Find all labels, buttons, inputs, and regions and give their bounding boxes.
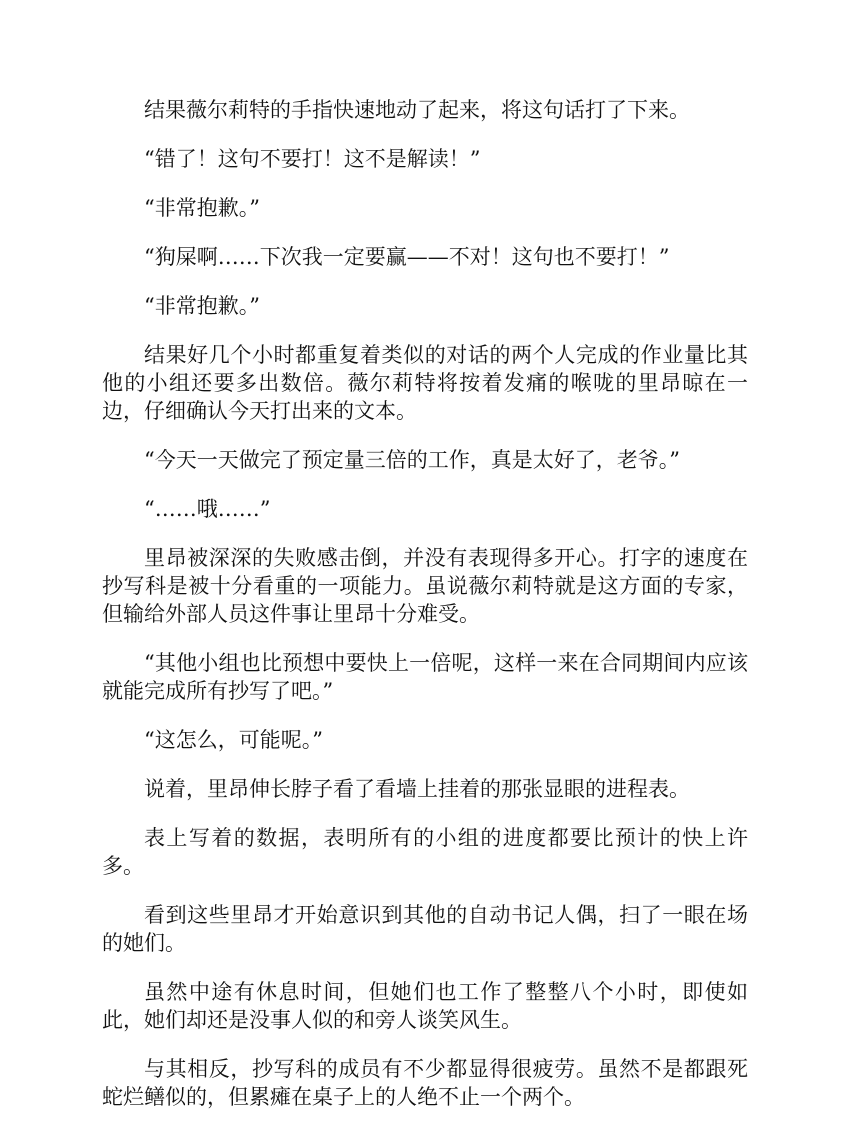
paragraph: “非常抱歉。”	[144, 196, 260, 220]
paragraph: “错了！这句不要打！这不是解读！”	[144, 147, 481, 171]
paragraph: “这怎么，可能呢。”	[144, 728, 323, 752]
paragraph: “狗屎啊……下次我一定要赢——不对！这句也不要打！”	[144, 245, 670, 269]
paragraph: 里昂被深深的失败感击倒，并没有表现得多开心。打字的速度在抄写科是被十分看重的一项能力。虽说薇尔莉特就是这方面的专家，但输给外部人员这件事让里昂十分难受。	[102, 546, 748, 626]
document-page	[102, 96, 748, 1132]
paragraph: 看到这些里昂才开始意识到其他的自动书记人偶，扫了一眼在场的她们。	[102, 903, 748, 955]
paragraph: 说着，里昂伸长脖子看了看墙上挂着的那张显眼的进程表。	[144, 777, 690, 801]
paragraph: 表上写着的数据，表明所有的小组的进度都要比预计的快上许多。	[102, 826, 748, 878]
paragraph: 结果薇尔莉特的手指快速地动了起来，将这句话打了下来。	[144, 98, 690, 122]
paragraph: “……哦……”	[144, 497, 271, 521]
paragraph: “非常抱歉。”	[144, 294, 260, 318]
paragraph: 结果好几个小时都重复着类似的对话的两个人完成的作业量比其他的小组还要多出数倍。薇尔莉特将按着发痛的喉咙的里昂晾在一边，仔细确认今天打出来的文本。	[102, 343, 748, 423]
paragraph: 虽然中途有休息时间，但她们也工作了整整八个小时，即使如此，她们却还是没事人似的和旁人谈笑风生。	[102, 980, 748, 1032]
paragraph: 与其相反，抄写科的成员有不少都显得很疲劳。虽然不是都跟死蛇烂鳝似的，但累瘫在桌子上的人绝不止一个两个。	[102, 1057, 748, 1109]
paragraph: “其他小组也比预想中要快上一倍呢，这样一来在合同期间内应该就能完成所有抄写了吧。”	[102, 651, 748, 703]
paragraph: “今天一天做完了预定量三倍的工作，真是太好了，老爷。”	[144, 448, 680, 472]
